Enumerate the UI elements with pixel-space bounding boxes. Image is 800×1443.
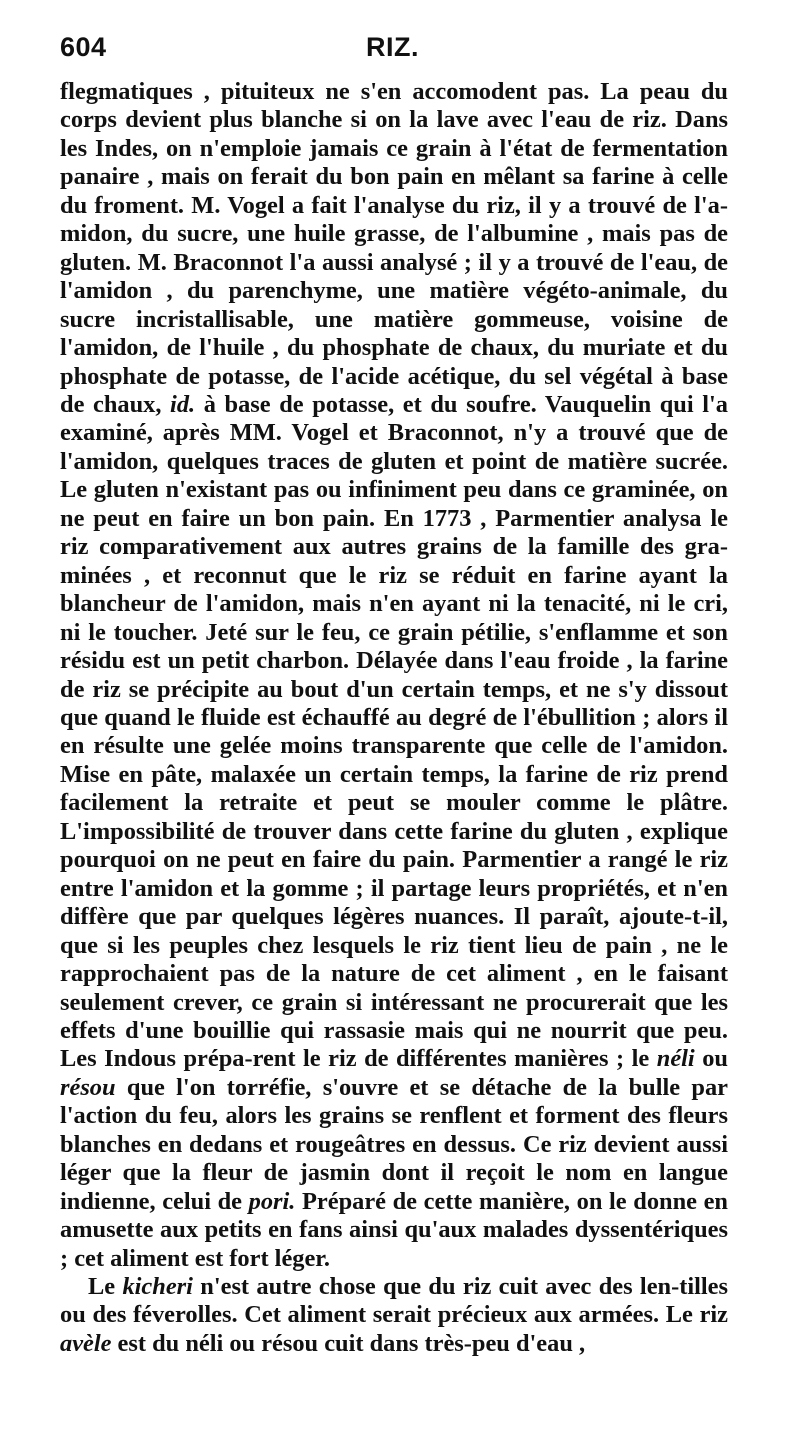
page-header bbox=[60, 32, 680, 66]
italic-term-neli: néli bbox=[656, 1045, 695, 1073]
italic-term-resou: résou bbox=[60, 1073, 116, 1101]
italic-term-kicheri: kicheri bbox=[122, 1273, 193, 1301]
text-run: à base de potasse, et du soufre. Vauquelin qui l'a examiné, après MM. Vogel et Braconnot, n'y a trouvé que de l'amidon, quelques traces de gluten et point de matière sucrée. Le gluten n'existant pas ou infiniment peu dans ce graminée, on ne peut en faire un bon pain. En 1773 , Parmentier analysa le riz comparativement aux autres grains de la famille des gra-minées , et reconnut que le riz se réduit en farine ayant la blancheur de l'amidon, mais n'en ayant ni la tenacité, ni le cri, ni le toucher. Jeté sur le feu, ce grain pétilie, s'enflamme et son résidu est un petit charbon. Délayée dans l'eau froide , la farine de riz se précipite au bout d'un certain temps, et ne s'y dissout que quand le fluide est échauffé au degré de l'ébullition ; alors il en résulte une gelée moins transparente que celle de l'amidon. Mise en pâte, malaxée un certain temps, la farine de riz prend facilement la retraite et peut se mouler comme le plâtre. L'impossibilité de trouver dans cette farine du gluten , explique pourquoi on ne peut en faire du pain. Parmentier a rangé le riz entre l'amidon et la gomme ; il partage leurs propriétés, et n'en diffère que par quelques légères nuances. Il paraît, ajoute-t-il, que si les peuples chez lesquels le riz tient lieu de pain , ne le rapprochaient pas de la nature de cet aliment , en le faisant seulement crever, ce grain si intéressant ne procurerait que les effets d'une bouillie qui rassasie mais qui ne nourrit que peu. Les Indous prépa-rent le riz de différentes manières ; le bbox=[60, 390, 728, 1073]
paragraph-kicheri bbox=[60, 1273, 728, 1358]
text-run: que l'on torréfie, s'ouvre et se détache de la bulle par l'action du feu, alors les grains se renflent et forment des fleurs blanches en dedans et rougeâtres en dessus. Ce riz devient aussi léger que la fleur de jasmin dont il reçoit le nom en langue indienne, celui de bbox=[60, 1073, 728, 1215]
text-run: Préparé de cette manière, on le donne en amusette aux petits en fans ainsi qu'aux malades dyssentériques ; cet aliment est fort léger. bbox=[60, 1187, 728, 1272]
running-title: RIZ. bbox=[366, 32, 419, 62]
italic-term-pori: pori. bbox=[248, 1187, 296, 1215]
paragraph-rice-properties bbox=[60, 78, 728, 1273]
text-run: n'est autre chose que du riz cuit avec des len-tilles ou des féverolles. Cet aliment serait précieux aux armées. Le riz bbox=[60, 1273, 728, 1329]
text-run: est du néli ou résou cuit dans très-peu d'eau , bbox=[111, 1329, 586, 1357]
text-run: Le bbox=[88, 1273, 123, 1301]
page-number: 604 bbox=[60, 32, 107, 62]
italic-term-avele: avèle bbox=[60, 1329, 112, 1357]
text-run: flegmatiques , pituiteux ne s'en accomodent pas. La peau du corps devient plus blanche si on la lave avec l'eau de riz. Dans les Indes, on n'emploie jamais ce grain à l'état de fermentation panaire , mais on ferait du bon pain en mêlant sa farine à celle du froment. M. Vogel a fait l'analyse du riz, il y a trouvé de l'a-midon, du sucre, une huile grasse, de l'albumine , mais pas de gluten. M. Braconnot l'a aussi analysé ; il y a trouvé de l'eau, de l'amidon , du parenchyme, une matière végéto-animale, du sucre incristallisable, une matière gommeuse, voisine de l'amidon, de l'huile , du phosphate de chaux, du muriate et du phosphate de potasse, de l'acide acétique, du sel végétal à base de chaux, bbox=[60, 78, 728, 418]
text-run: ou bbox=[694, 1045, 728, 1073]
italic-term-id: id. bbox=[170, 390, 196, 418]
body-text bbox=[60, 78, 728, 1358]
